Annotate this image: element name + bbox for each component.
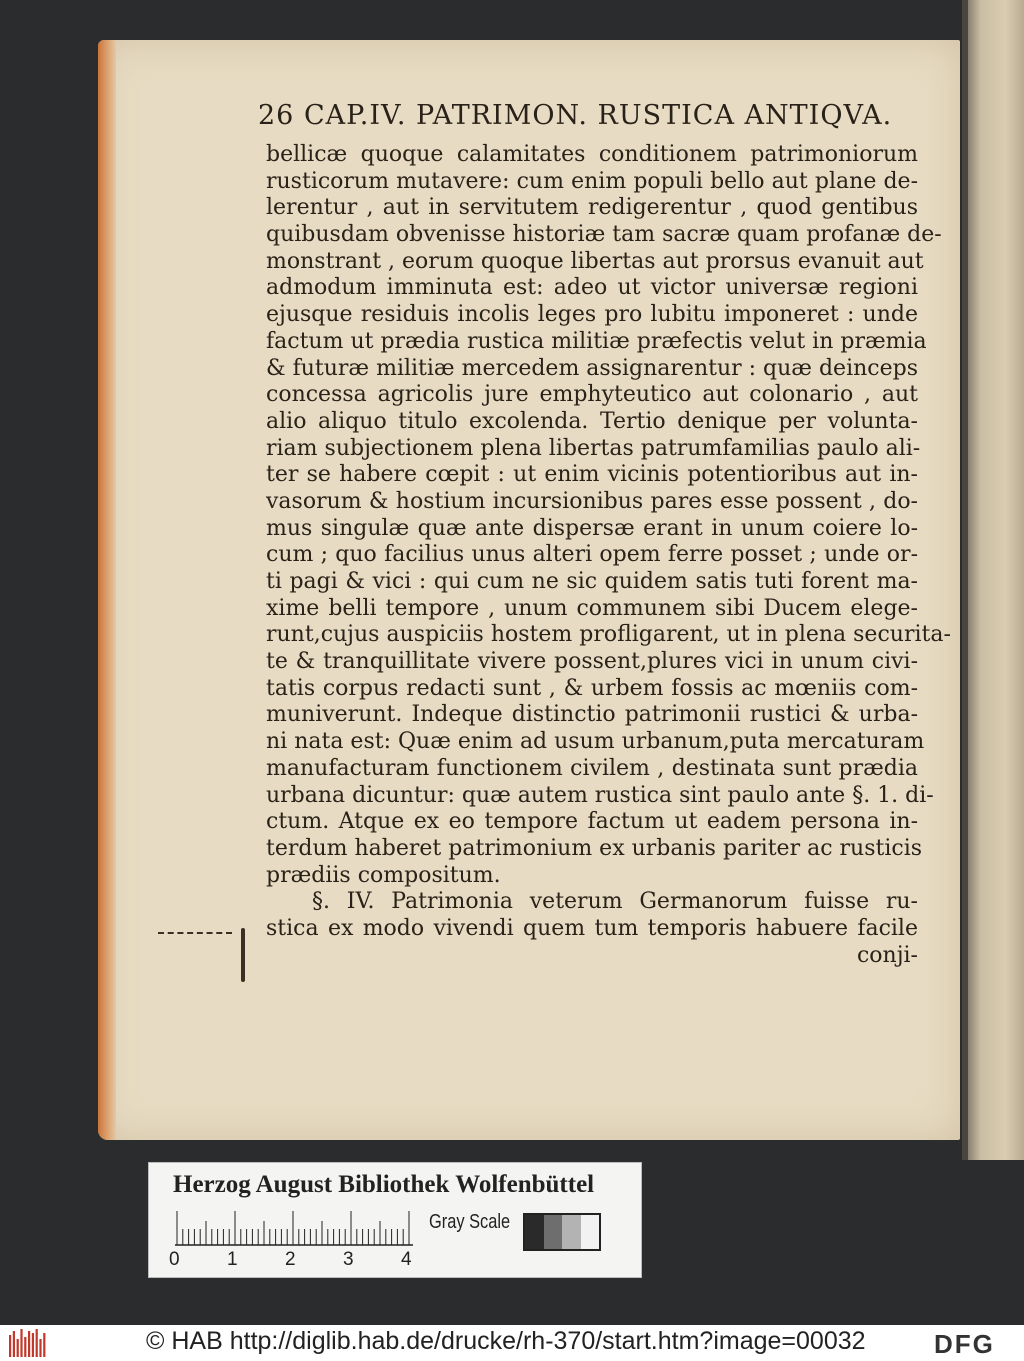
text-line: concessa agricolis jure emphyteutico aut colonario , aut <box>266 382 918 408</box>
text-line: urbana dicuntur: quæ autem rustica sint paulo ante §. 1. di- <box>266 782 934 808</box>
text-line: bellicæ quoque calamitates conditionem patrimoniorum <box>266 142 918 167</box>
footer-copyright-url: © HAB http://diglib.hab.de/drucke/rh-370/start.htm?image=00032 <box>146 1327 866 1355</box>
page-body-text <box>266 142 951 969</box>
text-line: cum ; quo facilius unus alteri opem ferre posset ; unde or- <box>266 542 918 568</box>
logo-bar <box>43 1333 45 1357</box>
logo-bar <box>13 1331 15 1357</box>
margin-dash-mark <box>158 932 232 937</box>
running-head: 26 CAP.IV. PATRIMON. RUSTICA ANTIQVA. <box>258 100 893 131</box>
text-line: te & tranquillitate vivere possent,plures vici in unum civi- <box>266 649 918 675</box>
gray-swatch <box>544 1215 563 1249</box>
gray-swatch <box>581 1215 600 1249</box>
ruler-number: 0 <box>169 1249 180 1270</box>
ruler-number: 3 <box>343 1249 354 1270</box>
ruler-scale <box>175 1209 413 1247</box>
footer-bar <box>0 1325 1024 1361</box>
text-line: lerentur , aut in servitutem redigerentur , quod gentibus <box>266 195 918 221</box>
text-line: manufacturam functionem civilem , destinata sunt prædia <box>266 755 918 781</box>
text-line: vasorum & hostium incursionibus pares esse possent , do- <box>266 488 918 514</box>
text-line: factum ut prædia rustica militiæ præfectis velut in præmia <box>266 328 927 354</box>
text-line: §. IV. Patrimonia veterum Germanorum fuisse ru- <box>312 889 918 915</box>
text-line: muniverunt. Indeque distinctio patrimonii rustici & urba- <box>266 702 918 728</box>
text-line: mus singulæ quæ ante dispersæ erant in unum coiere lo- <box>266 515 918 541</box>
library-name: Herzog August Bibliothek Wolfenbüttel <box>173 1171 595 1198</box>
ruler-numbers <box>169 1249 429 1271</box>
logo-bar <box>39 1339 41 1357</box>
ruler-number: 4 <box>401 1249 412 1270</box>
text-line: alio aliquo titulo excolenda. Tertio denique per volunta- <box>266 408 918 434</box>
text-line: tatis corpus redacti sunt , & urbem fossis ac mœniis com- <box>266 675 918 701</box>
hab-logo-icon <box>8 1328 48 1358</box>
gray-swatch <box>525 1215 544 1249</box>
page-fore-edge <box>98 40 116 1140</box>
text-line: prædiis compositum. <box>266 862 501 888</box>
text-line: ni nata est: Quæ enim ad usum urbanum,puta mercaturam <box>266 729 925 755</box>
text-line: runt,cujus auspiciis hostem profligarent, ut in plena securita- <box>266 622 951 648</box>
text-line: rusticorum mutavere: cum enim populi bello aut plane de- <box>266 168 918 194</box>
text-line: xime belli tempore , unum communem sibi Ducem elege- <box>266 595 918 621</box>
text-line: ti pagi & vici : qui cum ne sic quidem satis tuti forent ma- <box>266 569 918 594</box>
logo-bar <box>28 1331 30 1357</box>
text-line: ejusque residuis incolis leges pro lubitu imponeret : unde <box>266 302 918 328</box>
gray-scale-label: Gray Scale <box>429 1211 511 1233</box>
logo-bar <box>17 1339 19 1357</box>
logo-bar <box>24 1337 26 1357</box>
logo-bar <box>32 1333 34 1357</box>
library-label-card <box>148 1162 642 1278</box>
facing-page-edge <box>962 0 1024 1160</box>
text-line: riam subjectionem plena libertas patrumfamilias paulo ali- <box>266 435 921 461</box>
gray-scale-swatches <box>523 1213 601 1251</box>
text-line: ter se habere cœpit : ut enim vicinis potentioribus aut in- <box>266 462 918 488</box>
margin-bar-mark <box>241 928 245 982</box>
ruler-number: 1 <box>227 1249 238 1270</box>
logo-bar <box>36 1329 38 1357</box>
text-line: stica ex modo vivendi quem tum temporis habuere facile <box>266 915 918 941</box>
ruler-number: 2 <box>285 1249 296 1270</box>
text-line: ctum. Atque ex eo tempore factum ut eadem persona in- <box>266 809 918 835</box>
text-line: & futuræ militiæ mercedem assignarentur : quæ deinceps <box>266 355 918 381</box>
text-line: conji- <box>856 942 918 968</box>
dfg-logo: DFG <box>934 1329 995 1359</box>
text-line: admodum imminuta est: adeo ut victor universæ regioni <box>266 275 918 301</box>
text-line: quibusdam obvenisse historiæ tam sacræ quam profanæ de- <box>266 222 942 248</box>
text-line: monstrant , eorum quoque libertas aut prorsus evanuit aut <box>266 248 924 274</box>
logo-bar <box>9 1335 11 1357</box>
logo-bar <box>20 1329 22 1357</box>
gray-swatch <box>562 1215 581 1249</box>
text-line: terdum haberet patrimonium ex urbanis pariter ac rusticis <box>266 835 923 861</box>
